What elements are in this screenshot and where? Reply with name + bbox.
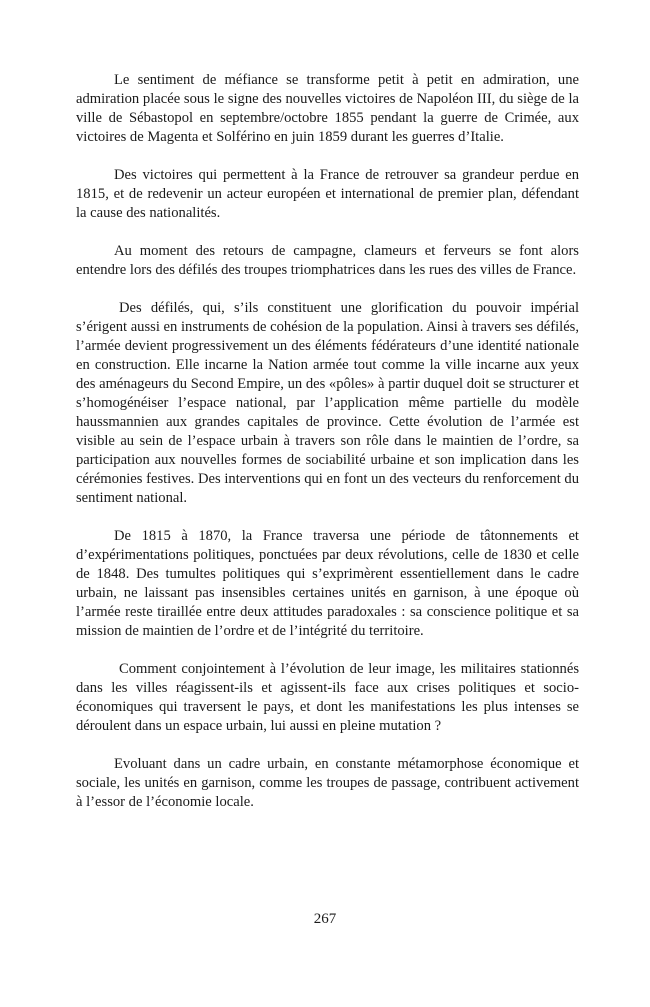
paragraph: Evoluant dans un cadre urbain, en constante métamorphose économique et sociale, les unités en garnison, comme les troupes de passage, contribuent activement à l’essor de l’économie locale. <box>76 756 579 810</box>
body-text <box>76 71 579 831</box>
page-number: 267 <box>313 911 337 927</box>
paragraph: De 1815 à 1870, la France traversa une période de tâtonnements et d’expérimentations politiques, ponctuées par deux révolutions, celle de 1830 et celle de 1848. Des tumultes politiques qui s’exprimèrent essentiellement dans le cadre urbain, ne laissant pas insensibles certaines unités en garnison, à une époque où l’armée reste tiraillée entre deux attitudes paradoxales : sa conscience politique et sa mission de maintien de l’ordre et de l’intégrité du territoire. <box>76 528 579 639</box>
paragraph: Des victoires qui permettent à la France de retrouver sa grandeur perdue en 1815, et de redevenir un acteur européen et international de premier plan, défendant la cause des nationalités. <box>76 167 579 221</box>
paragraph: Au moment des retours de campagne, clameurs et ferveurs se font alors entendre lors des défilés des troupes triomphatrices dans les rues des villes de France. <box>76 243 579 278</box>
paragraph: Le sentiment de méfiance se transforme petit à petit en admiration, une admiration placée sous le signe des nouvelles victoires de Napoléon III, du siège de la ville de Sébastopol en septembre/octobre 1855 pendant la guerre de Crimée, aux victoires de Magenta et Solférino en juin 1859 durant les guerres d’Italie. <box>76 72 579 145</box>
paragraph: Comment conjointement à l’évolution de leur image, les militaires stationnés dans les villes réagissent-ils et agissent-ils face aux crises politiques et socio-économiques qui traversent le pays, et dont les manifestations les plus intenses se déroulent dans un espace urbain, lui aussi en pleine mutation ? <box>76 661 579 734</box>
paragraph: Des défilés, qui, s’ils constituent une glorification du pouvoir impérial s’érigent aussi en instruments de cohésion de la population. Ainsi à travers ses défilés, l’armée devient progressivement un des éléments fédérateurs d’une identité nationale en construction. Elle incarne la Nation armée tout comme la ville incarne aux yeux des aménageurs du Second Empire, un des «pôles» à partir duquel doit se structurer et s’homogénéiser l’espace national, par l’application même partielle du modèle haussmannien aux grandes capitales de province. Cette évolution de l’armée est visible au sein de l’espace urbain à travers son rôle dans le maintien de l’ordre, sa participation aux nouvelles formes de sociabilité urbaine et son implication dans les cérémonies festives. Des interventions qui en font un des vecteurs du renforcement du sentiment national. <box>76 300 579 506</box>
